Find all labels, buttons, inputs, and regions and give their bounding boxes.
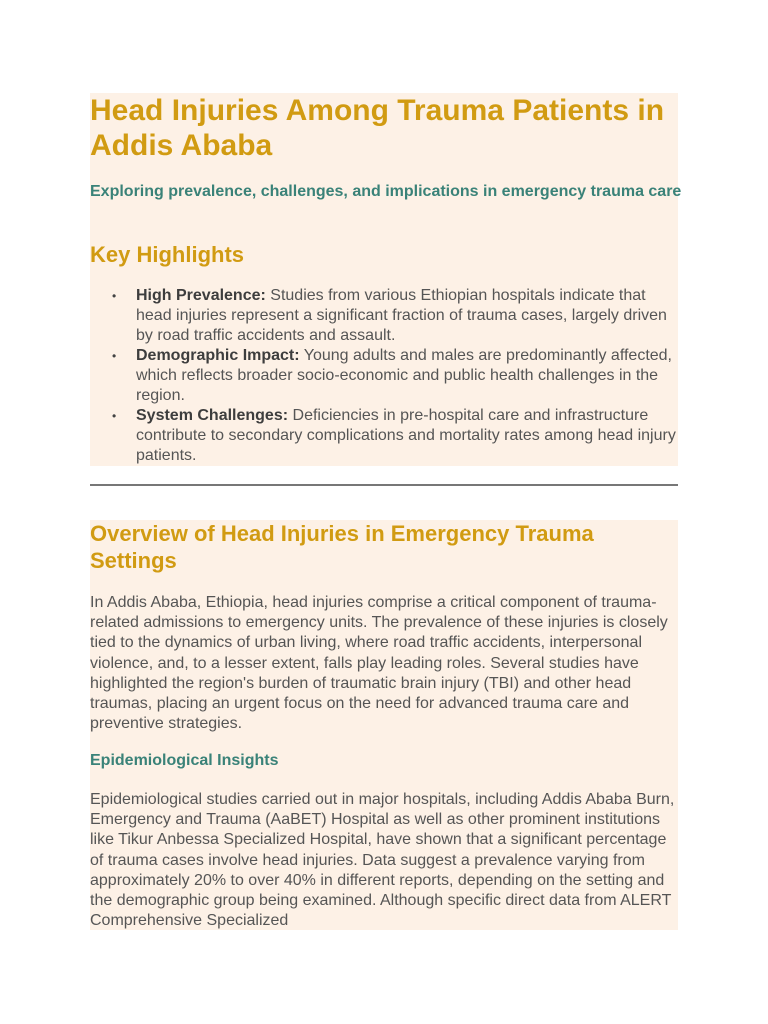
overview-heading: Overview of Head Injuries in Emergency Trauma Settings <box>90 521 594 573</box>
bullet-icon: • <box>112 289 117 303</box>
page-title: Head Injuries Among Trauma Patients in Addis Ababa <box>90 94 665 162</box>
epidemiology-paragraph: Epidemiological studies carried out in major hospitals, including Addis Ababa Burn, Emergency and Trauma (AaBET) Hospital as well as other prominent institutions like Tikur Anbessa Specialized Hospital, have shown that a significant percentage of trauma cases involve head injuries. Data suggest a prevalence varying from approximately 20% to over 40% in different reports, depending on the setting and the demographic group being examined. Although specific direct data from ALERT Comprehensive Specialized <box>90 791 675 930</box>
bullet-icon: • <box>112 409 117 423</box>
epidemiology-heading: Epidemiological Insights <box>90 752 279 769</box>
highlight-label: High Prevalence: <box>136 287 266 304</box>
highlight-item <box>112 286 678 346</box>
overview-paragraph: In Addis Ababa, Ethiopia, head injuries comprise a critical component of trauma-related admissions to emergency units. The prevalence of these injuries is closely tied to the dynamics of urban living, where road traffic accidents, interpersonal violence, and, to a lesser extent, falls play leading roles. Several studies have highlighted the region's burden of traumatic brain injury (TBI) and other head traumas, placing an urgent focus on the need for advanced trauma care and preventive strategies. <box>90 594 668 733</box>
key-highlights-list <box>112 286 678 466</box>
overview-section <box>90 520 678 930</box>
highlight-text: Deficiencies in pre-hospital care and infrastructure contribute to secondary complications and mortality rates among head injury patients. <box>136 407 676 464</box>
page-subtitle: Exploring prevalence, challenges, and implications in emergency trauma care <box>90 183 682 200</box>
highlight-label: System Challenges: <box>136 407 289 424</box>
highlight-text: Young adults and males are predominantly affected, which reflects broader socio-economic and public health challenges in the region. <box>136 347 672 404</box>
highlight-label: Demographic Impact: <box>136 347 300 364</box>
bullet-icon: • <box>112 349 117 363</box>
section-divider <box>90 484 678 486</box>
highlight-item <box>112 346 678 406</box>
highlight-item <box>112 406 678 466</box>
key-highlights-heading: Key Highlights <box>90 242 245 267</box>
intro-section <box>90 93 682 466</box>
highlight-text: Studies from various Ethiopian hospitals indicate that head injuries represent a significant fraction of trauma cases, largely driven by road traffic accidents and assault. <box>136 287 667 344</box>
